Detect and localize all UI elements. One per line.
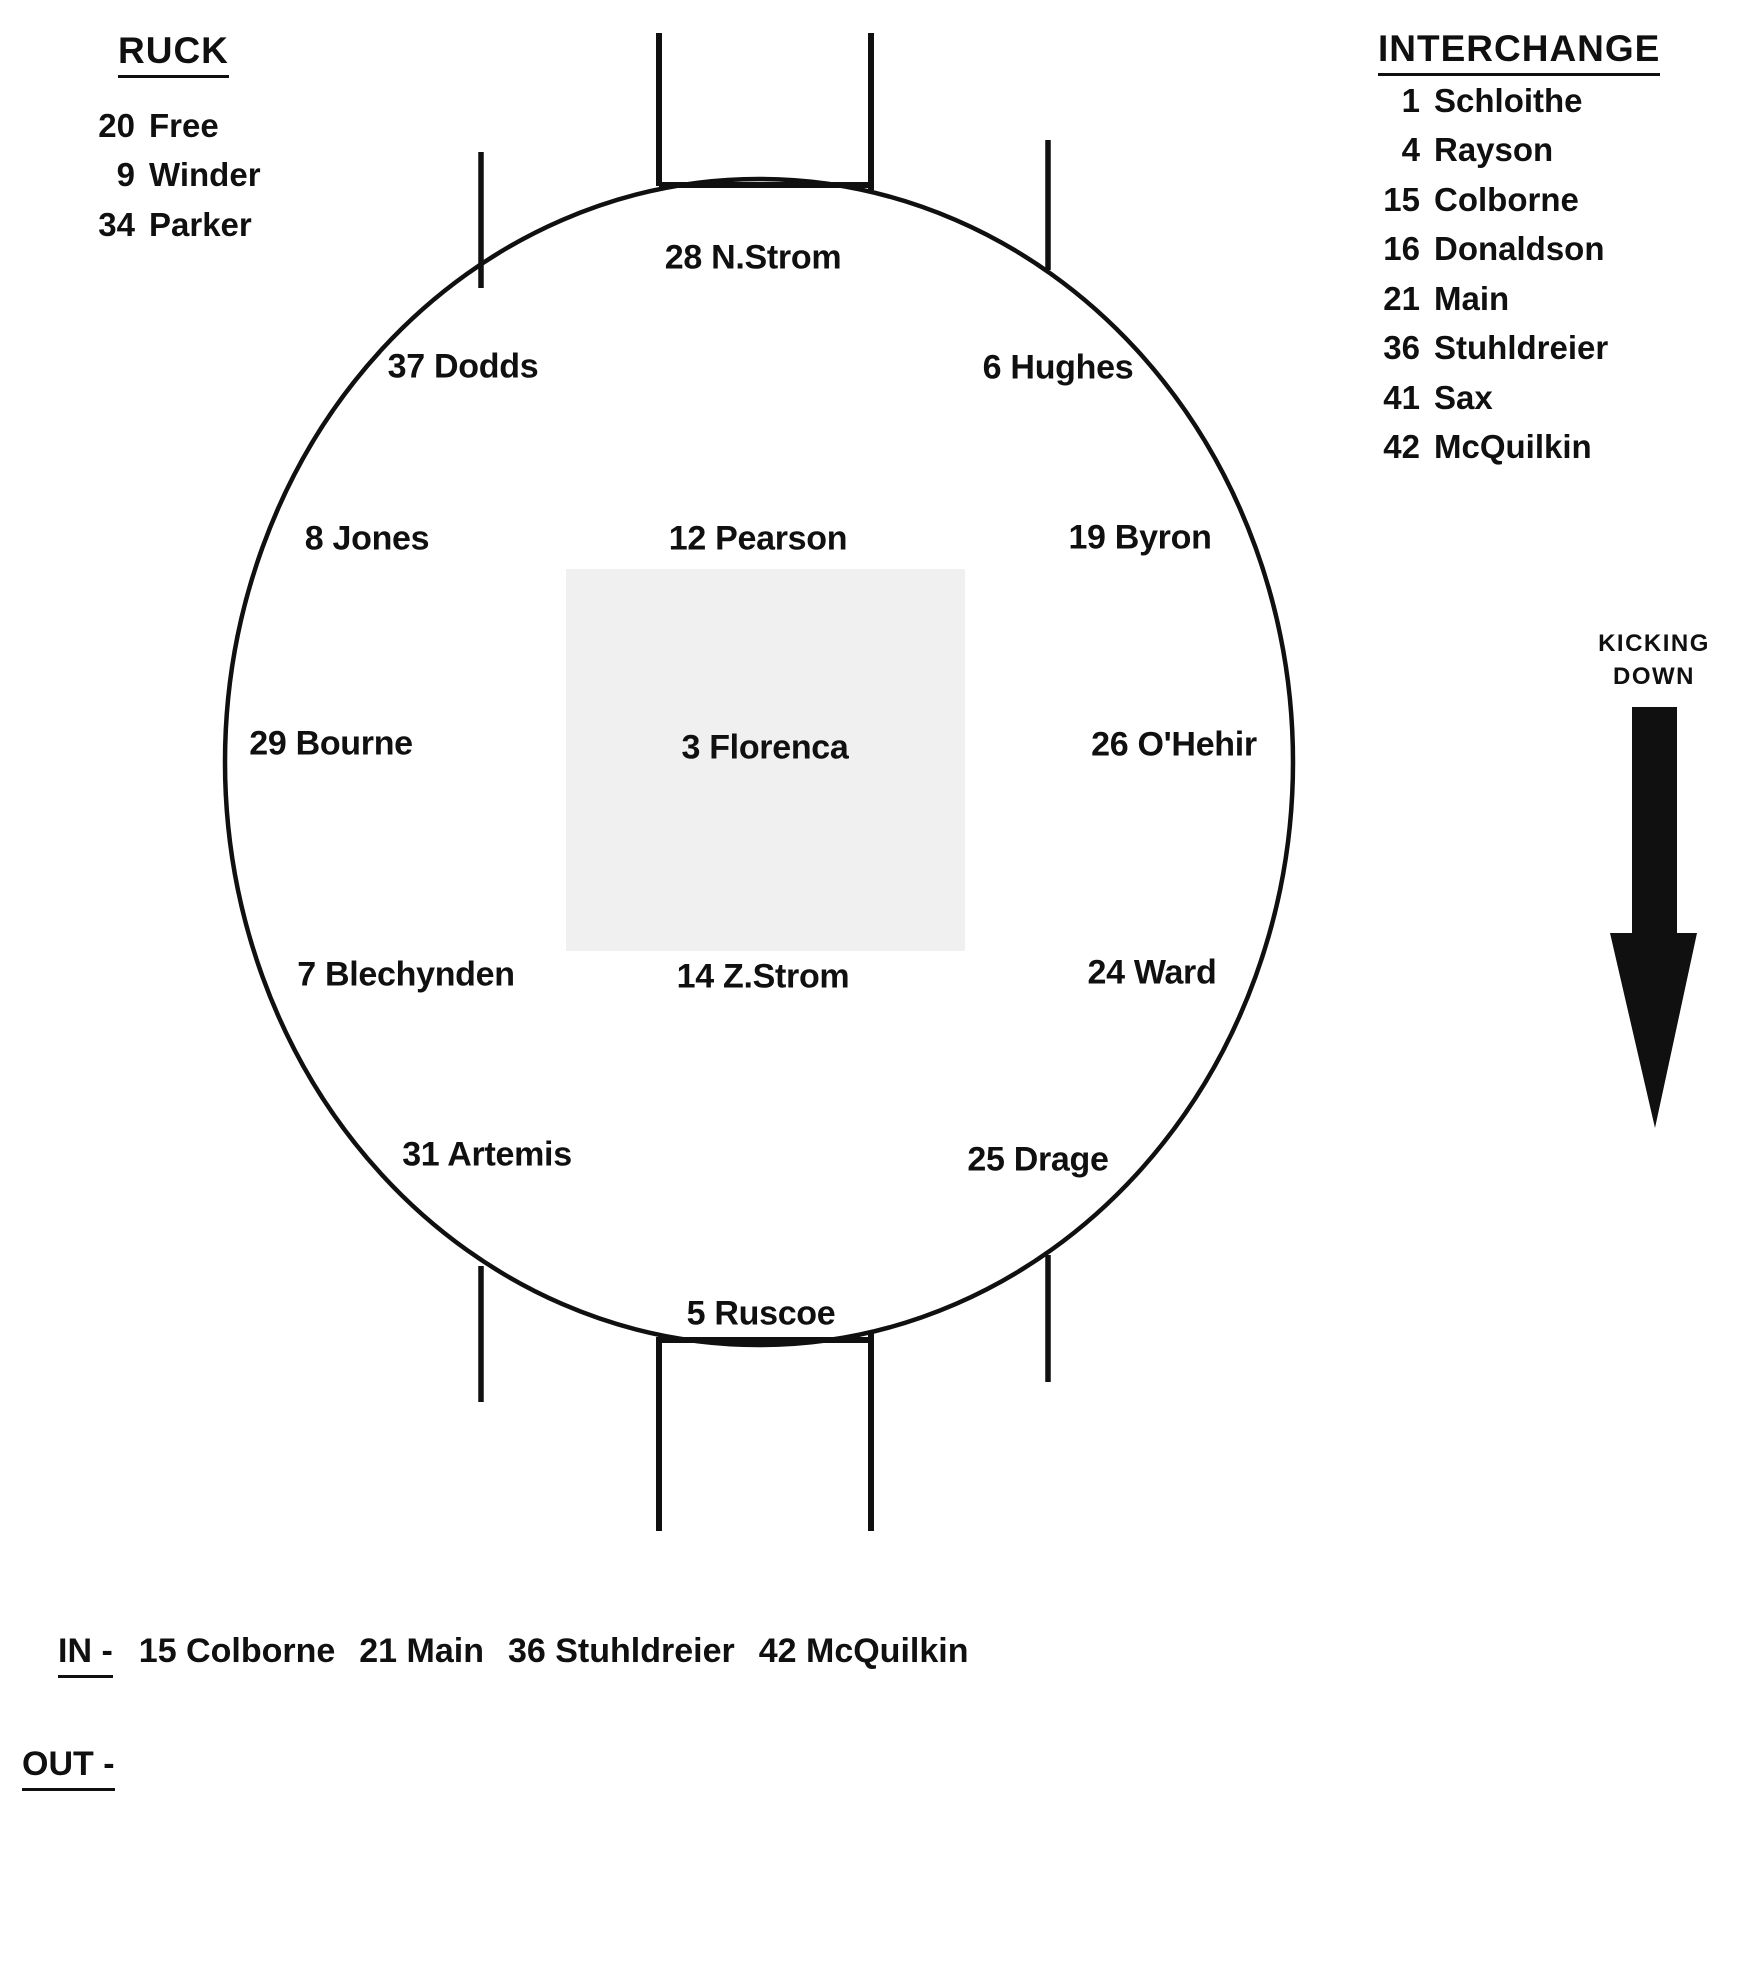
out-row xyxy=(22,1745,115,1791)
in-player: 42 McQuilkin xyxy=(758,1632,969,1670)
in-player: 21 Main xyxy=(359,1632,484,1670)
player-name: McQuilkin xyxy=(1434,428,1592,466)
goal-posts-bottom xyxy=(659,1333,871,1531)
player-name: Rayson xyxy=(1434,131,1554,169)
player-number: 36 xyxy=(1383,329,1420,367)
roster-row xyxy=(1358,175,1608,225)
roster-row xyxy=(1358,324,1608,374)
in-row xyxy=(58,1632,968,1678)
position-label-5: 5 Ruscoe xyxy=(686,1294,836,1333)
roster-row xyxy=(1358,225,1608,275)
position-label-26: 26 O'Hehir xyxy=(1091,725,1257,764)
position-label-14: 14 Z.Strom xyxy=(676,957,850,996)
player-number: 16 xyxy=(1383,230,1420,268)
player-number: 41 xyxy=(1383,378,1420,416)
goal-posts-top xyxy=(659,33,871,190)
roster-row xyxy=(1358,76,1608,126)
position-label-12: 12 Pearson xyxy=(668,519,848,558)
position-label-19: 19 Byron xyxy=(1068,518,1212,557)
roster-row xyxy=(1358,126,1608,176)
interchange-rows xyxy=(1358,76,1608,472)
roster-row xyxy=(1358,373,1608,423)
position-label-31: 31 Artemis xyxy=(402,1135,572,1174)
player-name: Schloithe xyxy=(1434,81,1583,119)
roster-row xyxy=(1358,423,1608,473)
interchange-title: INTERCHANGE xyxy=(1378,28,1660,76)
in-label: IN - xyxy=(58,1632,113,1678)
position-label-6: 6 Hughes xyxy=(982,348,1134,387)
out-label: OUT - xyxy=(22,1745,115,1791)
in-player: 15 Colborne xyxy=(138,1632,336,1670)
player-name: Donaldson xyxy=(1434,230,1605,268)
player-number: 42 xyxy=(1383,428,1420,466)
position-label-7: 7 Blechynden xyxy=(297,955,515,994)
roster-row xyxy=(1358,274,1608,324)
player-number: 20 xyxy=(98,106,135,144)
roster-row xyxy=(73,101,261,151)
position-label-25: 25 Drage xyxy=(967,1140,1109,1179)
player-name: Sax xyxy=(1434,378,1493,416)
player-name: Main xyxy=(1434,279,1510,317)
player-name: Parker xyxy=(149,205,252,243)
position-label-3: 3 Florenca xyxy=(681,728,849,767)
kicking-line2: DOWN xyxy=(1613,663,1695,690)
position-label-24: 24 Ward xyxy=(1087,953,1217,992)
ruck-rows xyxy=(73,101,261,250)
player-name: Free xyxy=(149,106,219,144)
player-name: Stuhldreier xyxy=(1434,329,1609,367)
player-name: Colborne xyxy=(1434,180,1579,218)
ruck-title: RUCK xyxy=(118,30,229,78)
player-number: 15 xyxy=(1383,180,1420,218)
player-number: 34 xyxy=(98,205,135,243)
in-player: 36 Stuhldreier xyxy=(507,1632,735,1670)
player-number: 21 xyxy=(1383,279,1420,317)
in-players xyxy=(139,1632,969,1671)
down-arrow-icon xyxy=(1610,707,1697,1128)
roster-row xyxy=(73,200,261,250)
position-label-28: 28 N.Strom xyxy=(664,238,842,277)
player-name: Winder xyxy=(149,156,261,194)
kicking-direction-label xyxy=(1598,627,1710,693)
roster-row xyxy=(73,151,261,201)
player-number: 1 xyxy=(1401,81,1420,119)
kicking-line1: KICKING xyxy=(1598,630,1710,657)
player-number: 4 xyxy=(1401,131,1420,169)
position-label-37: 37 Dodds xyxy=(387,347,539,386)
player-number: 9 xyxy=(116,156,135,194)
position-label-8: 8 Jones xyxy=(304,519,430,558)
position-label-29: 29 Bourne xyxy=(249,724,413,763)
